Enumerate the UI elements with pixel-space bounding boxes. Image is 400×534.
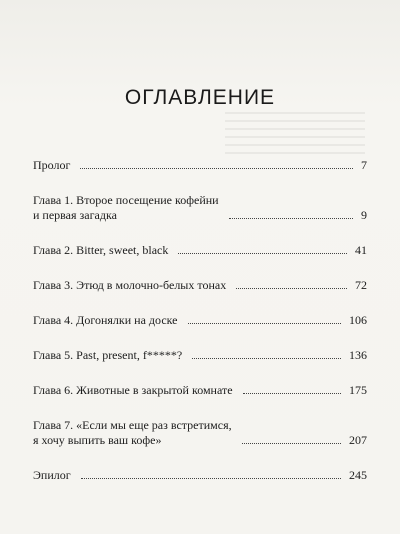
- toc-entry-title: Глава 7. «Если мы еще раз встретимся, я хочу выпить ваш кофе»: [33, 418, 232, 447]
- toc-entry-title: Эпилог: [33, 468, 71, 482]
- toc-entry-title: Глава 3. Этюд в молочно-белых тонах: [33, 278, 227, 292]
- toc-page-number: 9: [361, 208, 367, 222]
- toc-entry-chapter-6[interactable]: [33, 383, 367, 398]
- dot-leader: [178, 253, 347, 254]
- toc-entry-chapter-7[interactable]: [33, 418, 367, 448]
- dot-leader: [229, 218, 353, 219]
- table-of-contents: [33, 158, 367, 503]
- toc-entry-title: Глава 2. Bitter, sweet, black: [33, 243, 169, 257]
- toc-page-number: 106: [349, 313, 367, 327]
- dot-leader: [81, 478, 341, 479]
- toc-entry-chapter-4[interactable]: [33, 313, 367, 328]
- toc-entry-title: Глава 6. Животные в закрытой комнате: [33, 383, 233, 397]
- dot-leader: [242, 443, 341, 444]
- dot-leader: [192, 358, 341, 359]
- toc-page-number: 207: [349, 433, 367, 447]
- toc-page-number: 72: [355, 278, 367, 292]
- toc-entry-chapter-2[interactable]: [33, 243, 367, 258]
- toc-entry-title: Глава 4. Догонялки на доске: [33, 313, 178, 327]
- toc-page-number: 7: [361, 158, 367, 172]
- toc-page-number: 175: [349, 383, 367, 397]
- dot-leader: [236, 288, 347, 289]
- toc-entry-chapter-3[interactable]: [33, 278, 367, 293]
- toc-page-number: 245: [349, 468, 367, 482]
- toc-entry-prologue[interactable]: [33, 158, 367, 173]
- toc-entry-chapter-5[interactable]: [33, 348, 367, 363]
- toc-page-number: 136: [349, 348, 367, 362]
- toc-entry-title: Глава 5. Past, present, f*****?: [33, 348, 183, 362]
- page-title: ОГЛАВЛЕНИЕ: [124, 86, 276, 109]
- dot-leader: [243, 393, 341, 394]
- dot-leader: [80, 168, 353, 169]
- toc-entry-epilogue[interactable]: [33, 468, 367, 483]
- toc-entry-title: Пролог: [33, 158, 71, 172]
- toc-entry-title: Глава 1. Второе посещение кофейни и первая загадка: [33, 193, 219, 222]
- dot-leader: [188, 323, 341, 324]
- bleed-through-lines: [225, 112, 365, 160]
- toc-page-number: 41: [355, 243, 367, 257]
- toc-entry-chapter-1[interactable]: [33, 193, 367, 223]
